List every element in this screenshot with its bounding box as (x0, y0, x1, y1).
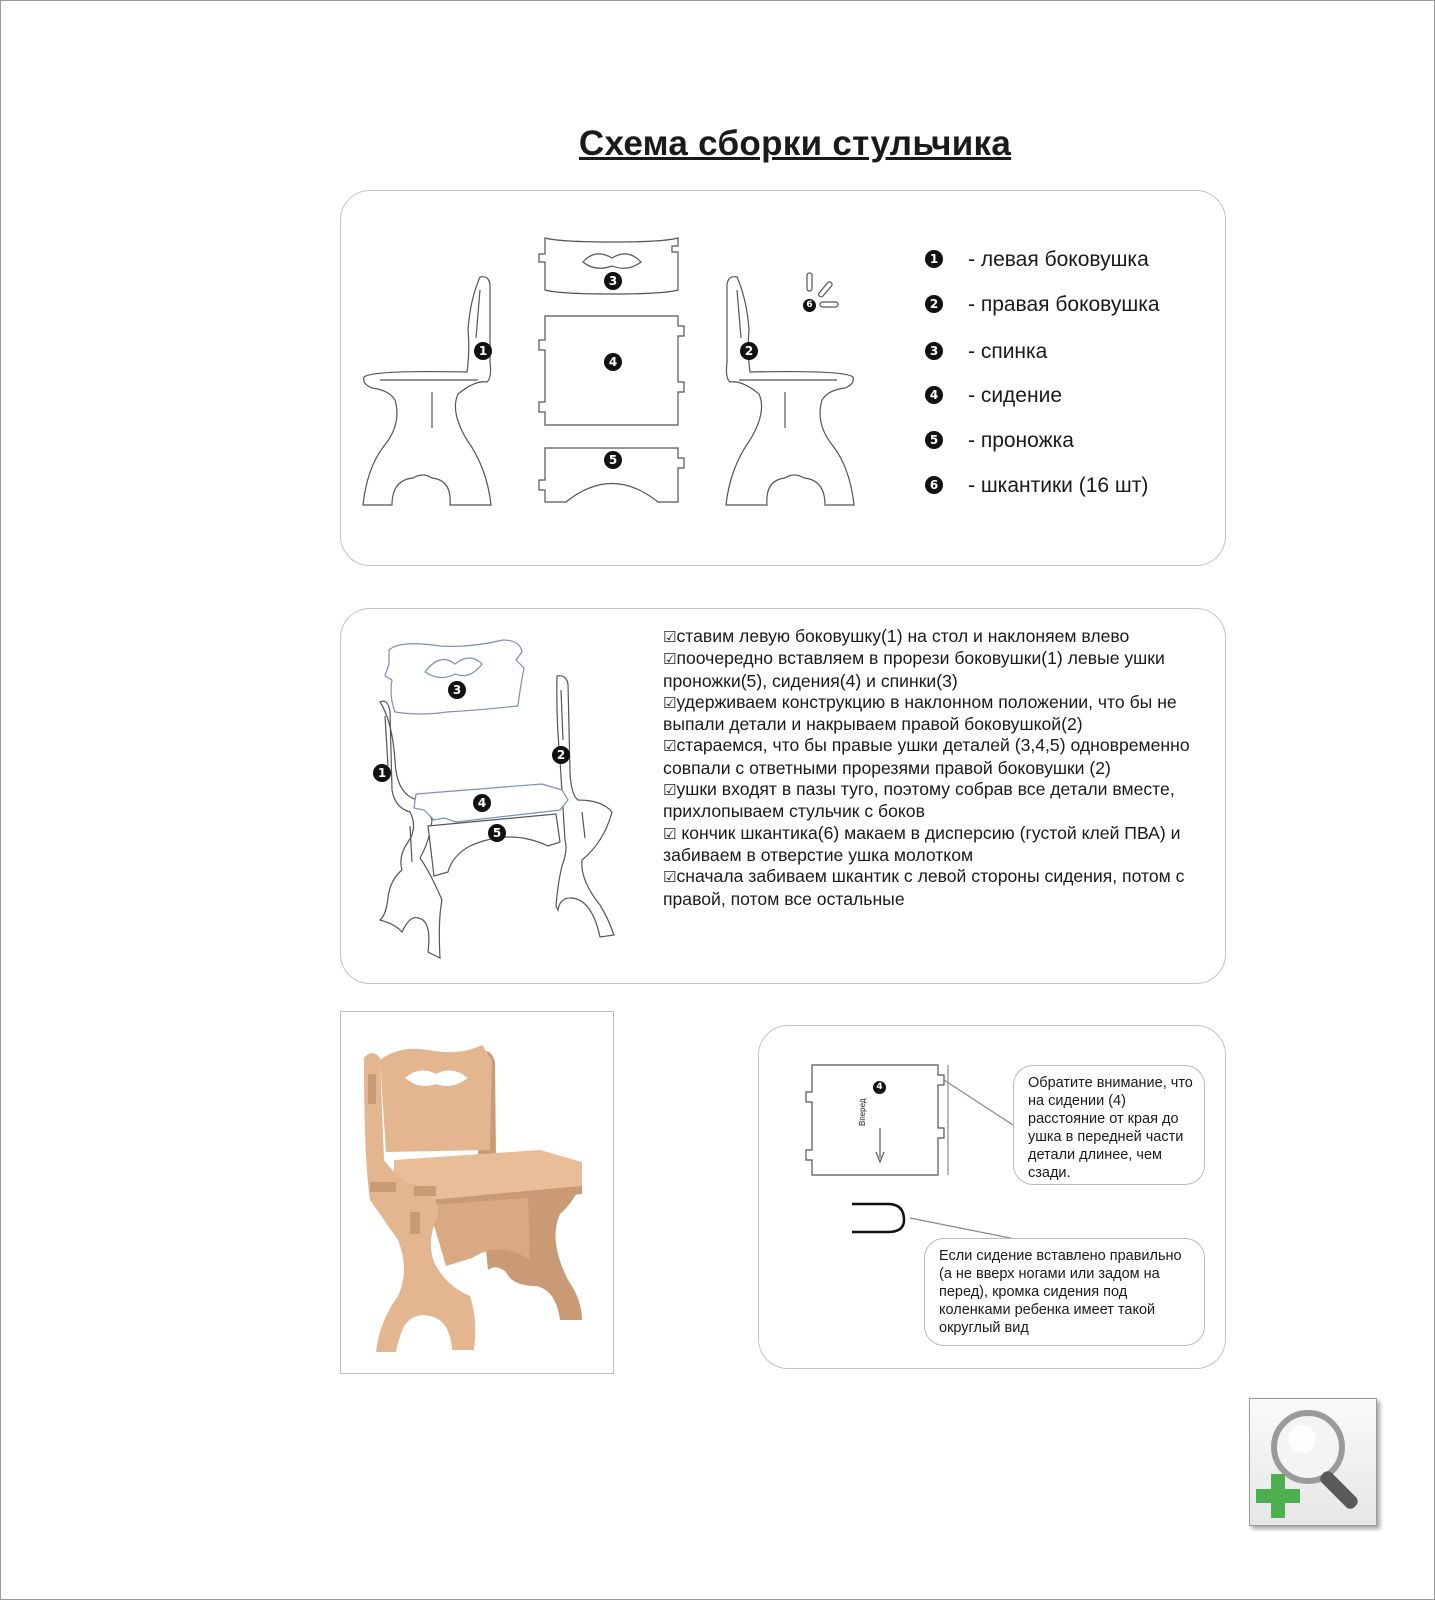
page-title: Схема сборки стульчика (578, 124, 1012, 163)
forward-arrow-label: Вперед (858, 1098, 867, 1126)
marker-1: 1 (474, 342, 492, 360)
checkbox-icon: ☑ (663, 781, 677, 800)
legend-label: - шкантики (16 шт) (968, 474, 1149, 497)
legend-label: - правая боковушка (968, 293, 1160, 316)
assembly-marker-2: 2 (552, 746, 570, 764)
marker-5: 5 (604, 451, 622, 469)
legend-label: - сидение (968, 384, 1062, 407)
legend-marker: 3 (925, 342, 943, 360)
note-marker-4: 4 (873, 1081, 886, 1094)
assembly-marker-3: 3 (448, 681, 466, 699)
checkbox-icon: ☑ (663, 824, 677, 843)
instruction-text: стараемся, что бы правые ушки деталей (3,4,5) одновременно совпали с ответными прорезями правой боковушки (2) (663, 735, 1190, 778)
legend-label: - проножка (968, 429, 1074, 452)
edge-note-callout: Если сидение вставлено правильно (а не вверх ногами или задом на перед), кромка сидения под коленками ребенка имеет такой округлый вид (924, 1238, 1205, 1346)
seat-note-callout: Обратите внимание, что на сидении (4) расстояние от края до ушка в передней части детали длинее, чем сзади. (1013, 1065, 1205, 1185)
instruction-text: ставим левую боковушку(1) на стол и наклоняем влево (676, 626, 1130, 646)
checkbox-icon: ☑ (663, 693, 677, 712)
marker-4: 4 (604, 353, 622, 371)
zoom-in-button[interactable] (1249, 1398, 1377, 1526)
edge-profile (852, 1204, 904, 1232)
checkbox-icon: ☑ (663, 650, 677, 669)
assembly-marker-4: 4 (473, 794, 491, 812)
marker-6: 6 (803, 299, 816, 312)
marker-3: 3 (604, 272, 622, 290)
assembly-marker-5: 5 (488, 824, 506, 842)
legend-marker: 2 (925, 295, 943, 313)
legend-marker: 4 (925, 386, 943, 404)
instruction-text: кончик шкантика(6) макаем в дисперсию (густой клей ПВА) и забиваем в отверстие ушка молотком (663, 822, 1186, 865)
checkbox-icon: ☑ (663, 868, 677, 887)
instruction-text: ушки входят в пазы туго, поэтому собрав все детали вместе, прихлопываем стульчик с боков (663, 779, 1175, 822)
legend-label: - спинка (968, 340, 1048, 363)
checkbox-icon: ☑ (663, 628, 677, 646)
legend-marker: 5 (925, 431, 943, 449)
zoom-in-icon (1250, 1399, 1376, 1525)
assembly-marker-1: 1 (373, 764, 391, 782)
legend-label: - левая боковушка (968, 248, 1149, 271)
legend-marker: 1 (925, 250, 943, 268)
checkbox-icon: ☑ (663, 737, 677, 756)
instruction-text: сначала забиваем шкантик с левой стороны сидения, потом с правой, потом все остальные (663, 866, 1185, 909)
instruction-text: поочередно вставляем в прорези боковушки(1) левые ушки проножки(5), сидения(4) и спинки(3) (663, 648, 1180, 691)
instruction-text: удерживаем конструкцию в наклонном положении, что бы не выпали детали и накрываем правой боковушкой(2) (663, 691, 1177, 735)
marker-2: 2 (740, 342, 758, 360)
legend-marker: 6 (925, 476, 943, 494)
